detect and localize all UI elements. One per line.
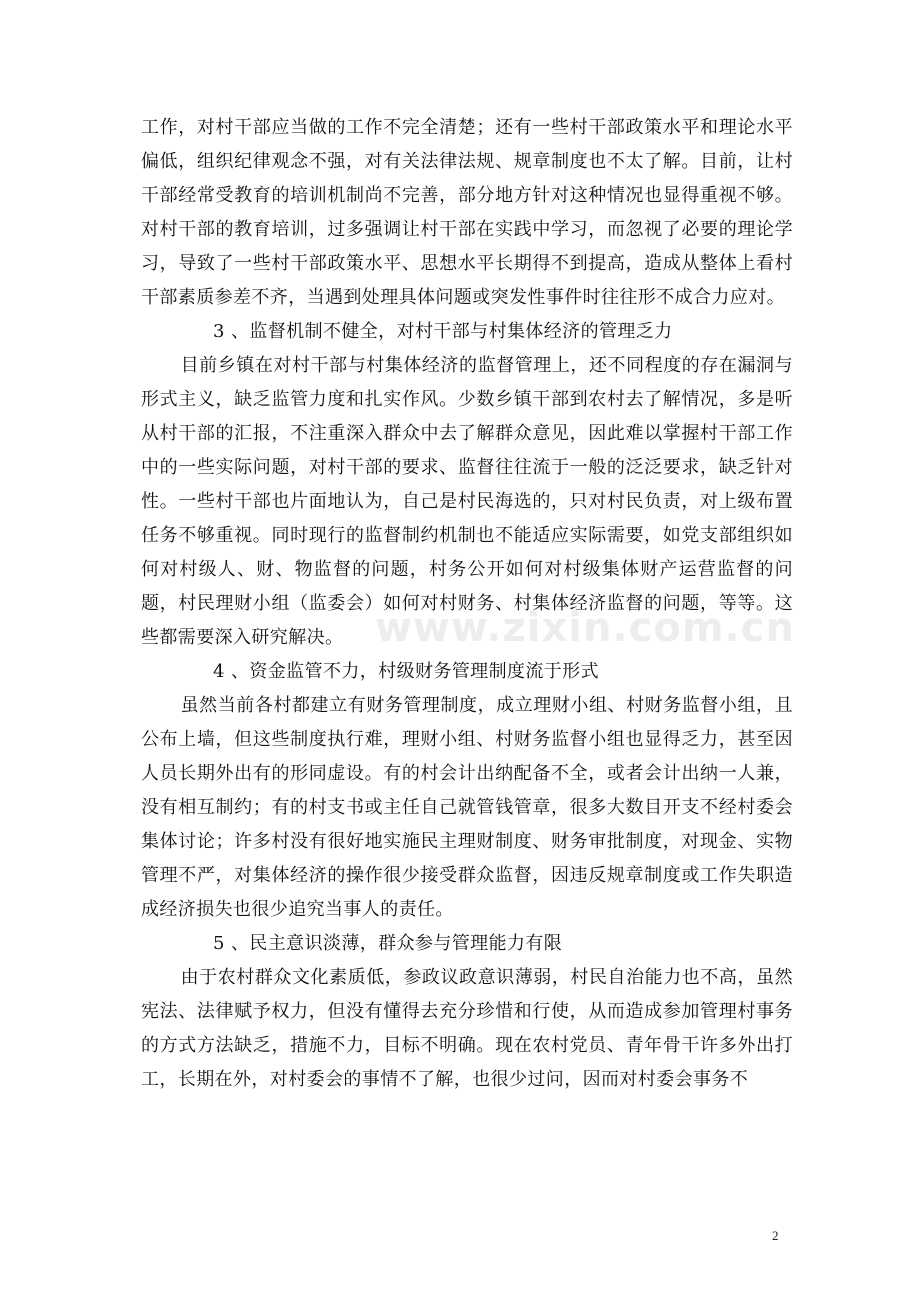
section-heading-4: 4 、资金监管不力，村级财务管理制度流于形式 bbox=[213, 661, 599, 682]
watermark: www.zixin.com.cn bbox=[375, 605, 795, 651]
body-paragraph: 虽然当前各村都建立有财务管理制度，成立理财小组、村财务监督小组，且公布上墙，但这些制度执行难，理财小组、村财务监督小组也显得乏力，甚至因人员长期外出有的形同虚设。有的村会计出纳配备不全，或者会计出纳一人兼，没有相互制约；有的村支书或主任自己就管钱管章，很多大数目开支不经村委会集体讨论；许多村没有很好地实施民主理财制度、财务审批制度，对现金、实物管理不严，对集体经济的操作很少接受群众监督，因违反规章制度或工作失职造成经济损失也很少追究当事人的责任。 bbox=[141, 695, 793, 920]
body-paragraph: 目前乡镇在对村干部与村集体经济的监督管理上，还不同程度的存在漏洞与形式主义，缺乏监管力度和扎实作风。少数乡镇干部到农村去了解情况，多是听从村干部的汇报，不注重深入群众中去了解群众意见，因此难以掌握村干部工作中的一些实际问题，对村干部的要求、监督往往流于一般的泛泛要求，缺乏针对性。一些村干部也片面地认为，自己是村民海选的，只对村民负责，对上级布置任务不够重视。同时现行的监督制约机制也不能适应实际需要，如党支部组织如何对村级人、财、物监督的问题，村务公开如何对村级集体财产运营监督的问题，村民理财小组（监委会）如何对村财务、村集体经济监督的问题，等等。这些都需要深入研究解决。 bbox=[141, 355, 793, 648]
section-heading-3: 3 、监督机制不健全，对村干部与村集体经济的管理乏力 bbox=[213, 321, 673, 342]
section-heading-5: 5 、民主意识淡薄，群众参与管理能力有限 bbox=[213, 933, 563, 954]
body-paragraph: 由于农村群众文化素质低，参政议政意识薄弱，村民自治能力也不高，虽然宪法、法律赋予权力，但没有懂得去充分珍惜和行使，从而造成参加管理村事务的方式方法缺乏，措施不力，目标不明确。现在农村党员、青年骨干许多外出打工，长期在外，对村委会的事情不了解，也很少过问，因而对村委会事务不 bbox=[141, 967, 793, 1090]
page-number: 2 bbox=[772, 1228, 779, 1243]
body-paragraph: 工作，对村干部应当做的工作不完全清楚；还有一些村干部政策水平和理论水平偏低，组织纪律观念不强，对有关法律法规、规章制度也不太了解。目前，让村干部经常受教育的培训机制尚不完善，部分地方针对这种情况也显得重视不够。对村干部的教育培训，过多强调让村干部在实践中学习，而忽视了必要的理论学习，导致了一些村干部政策水平、思想水平长期得不到提高，造成从整体上看村干部素质参差不齐，当遇到处理具体问题或突发性事件时往往形不成合力应对。 bbox=[141, 117, 793, 308]
document-body bbox=[141, 111, 793, 1097]
